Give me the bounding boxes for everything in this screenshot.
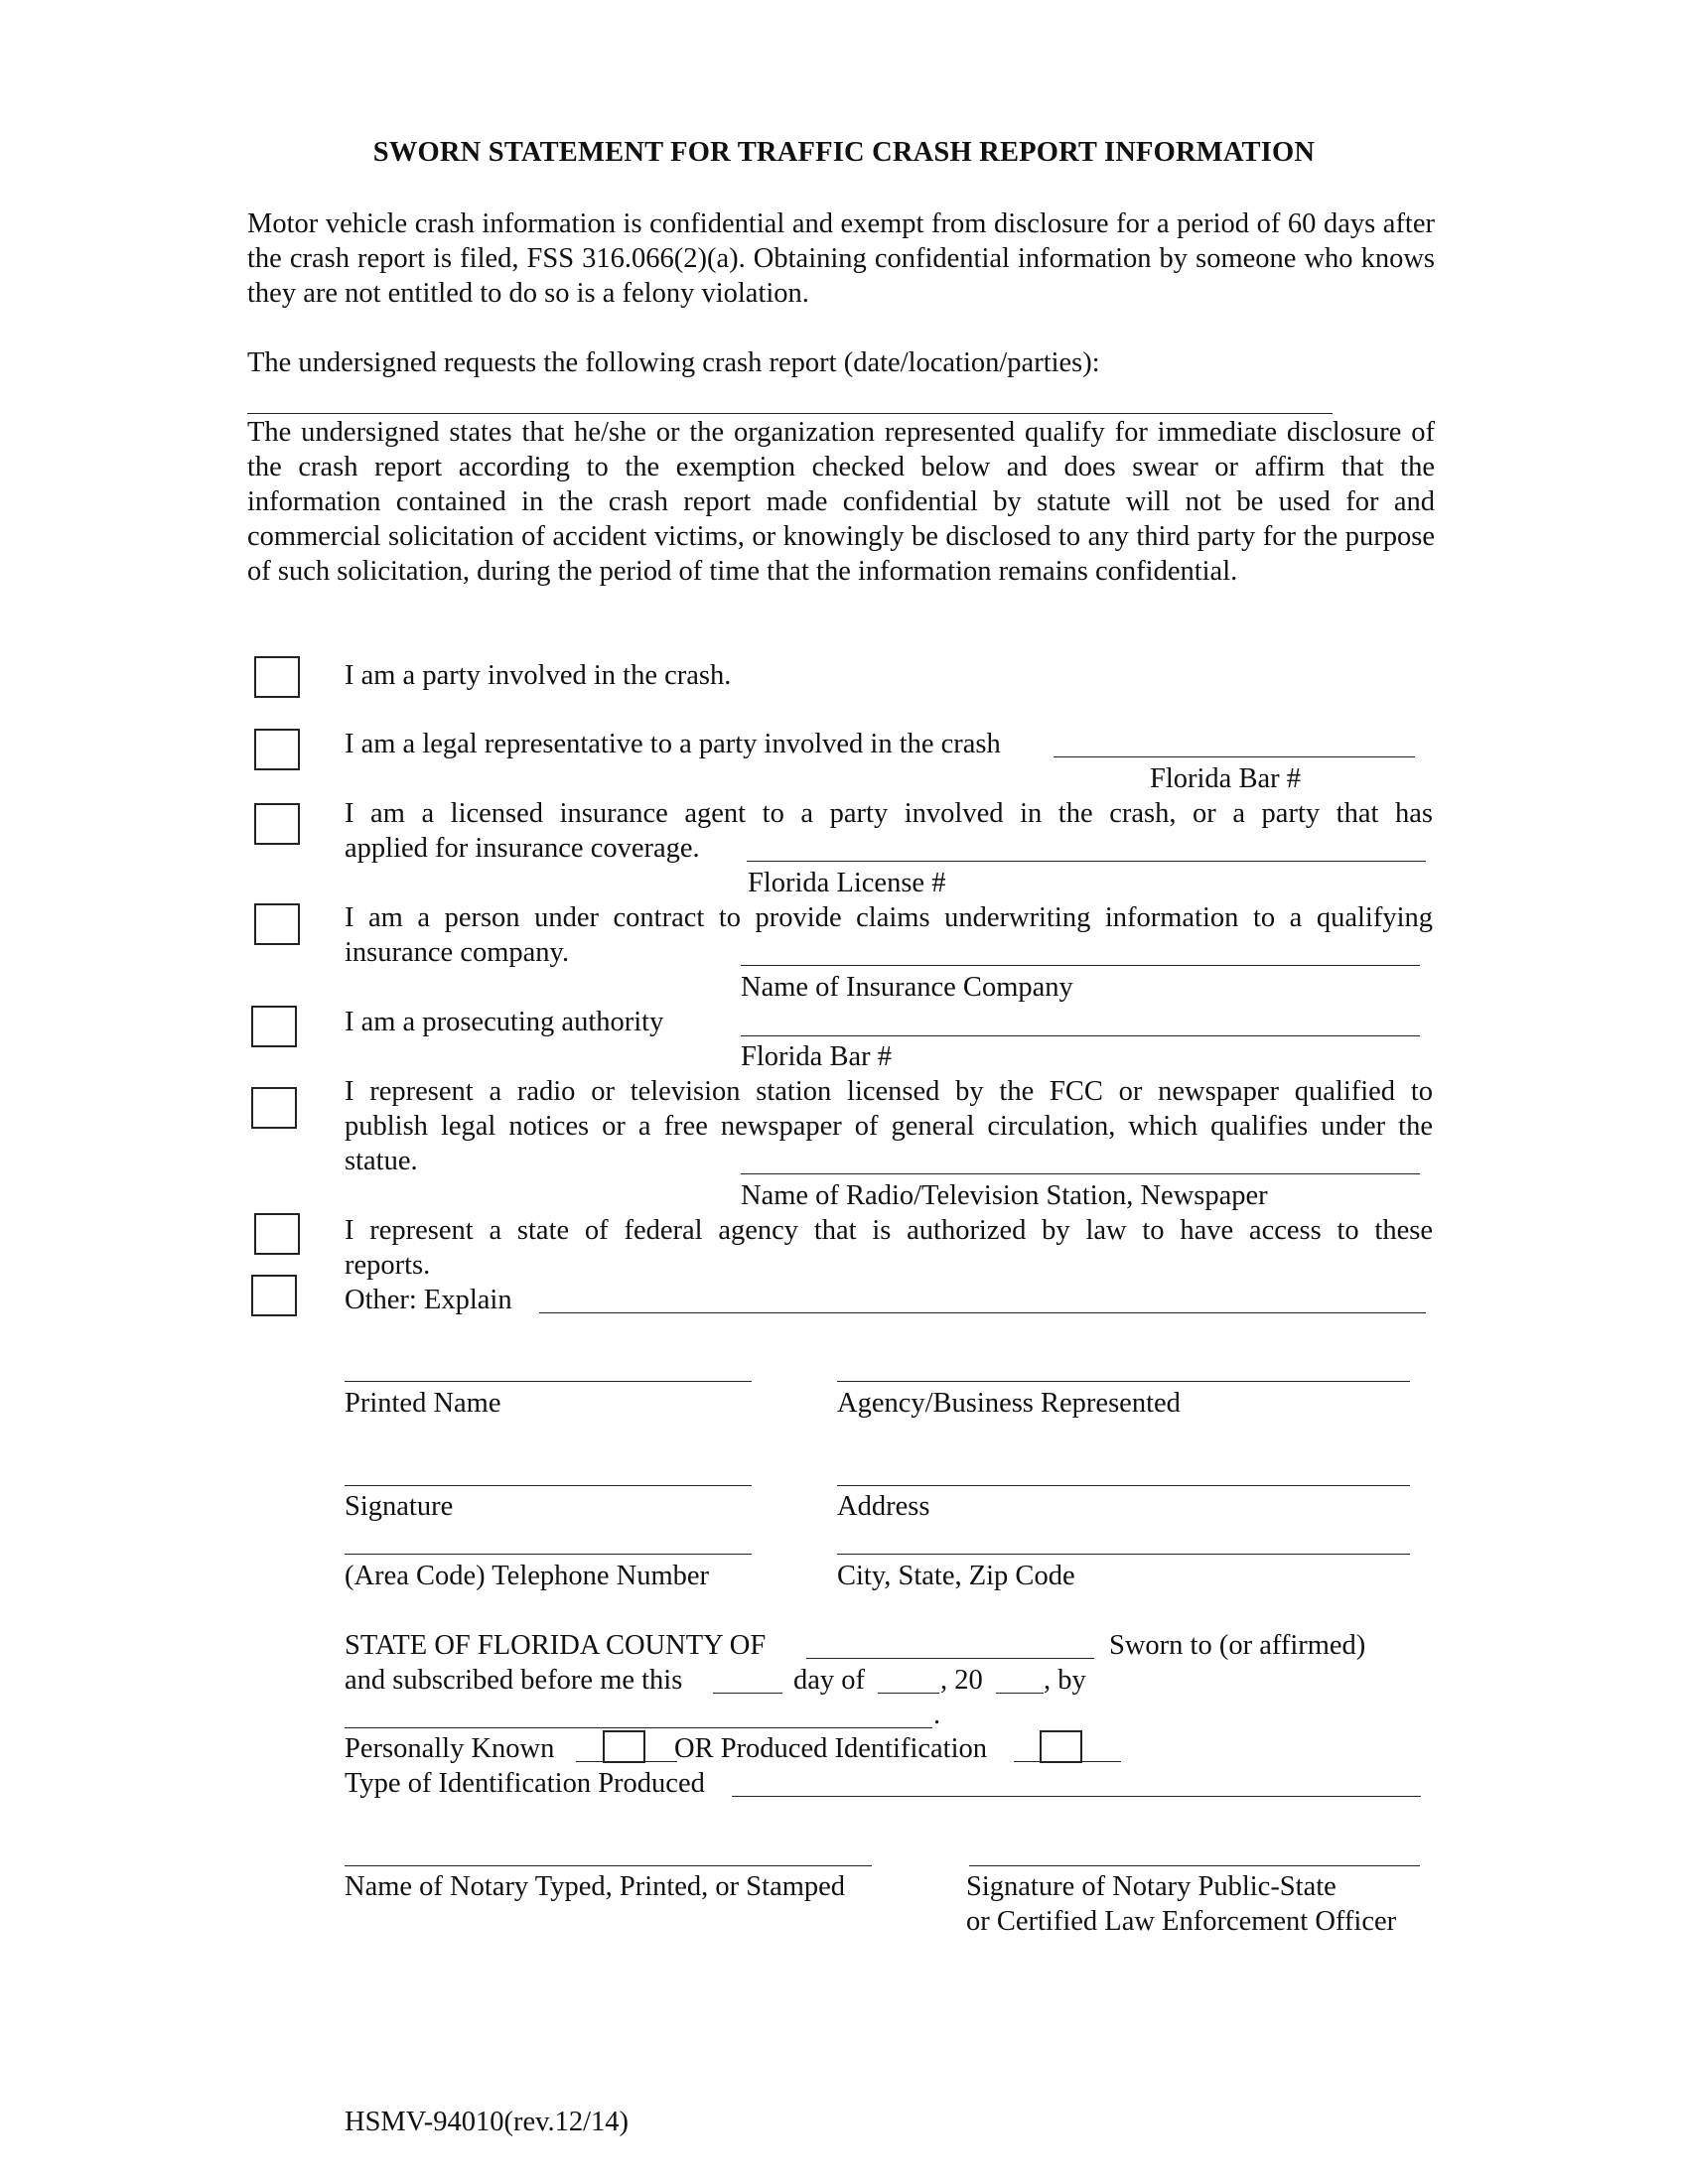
produced-id-checkbox[interactable] [1040, 1730, 1082, 1763]
option-agency-line2: reports. [345, 1250, 431, 1281]
county-label: STATE OF FLORIDA COUNTY OF [345, 1630, 767, 1661]
media-name-line[interactable] [741, 1173, 1420, 1174]
insurance-company-line[interactable] [741, 965, 1420, 966]
option-prosecuting-label: I am a prosecuting authority [345, 1007, 664, 1037]
option-legal-rep-label: I am a legal representative to a party involved in the crash [345, 729, 1001, 759]
or-produced-label: OR Produced Identification [674, 1733, 988, 1764]
option-agency-line1: I represent a state of federal agency that is authorized by law to have access to these [345, 1215, 1433, 1246]
year-line[interactable] [996, 1693, 1044, 1694]
signature-line[interactable] [345, 1485, 752, 1486]
agency-caption: Agency/Business Represented [837, 1388, 1181, 1419]
form-number: HSMV-94010(rev.12/14) [345, 2107, 630, 2137]
media-name-caption: Name of Radio/Television Station, Newspaper [741, 1180, 1268, 1211]
printed-name-caption: Printed Name [345, 1388, 501, 1419]
option-media-line1: I represent a radio or television station licensed by the FCC or newspaper qualified to [345, 1076, 1433, 1107]
request-line[interactable] [247, 413, 1333, 414]
address-line[interactable] [837, 1485, 1410, 1486]
insurance-company-caption: Name of Insurance Company [741, 972, 1073, 1003]
other-explain-line[interactable] [539, 1312, 1426, 1313]
prosecuting-checkbox[interactable] [251, 1006, 297, 1047]
statement-paragraph: The undersigned states that he/she or the organization represented qualify for immediate disclosure of the crash report according to the exemption checked below and does swear or affirm that the information contained in the crash report made confidential by statute will not be used for and commercial solicitation of accident victims, or knowingly be disclosed to any third party for the purpose of such solicitation, during the period of time that the information remains confidential. [247, 417, 1435, 587]
subscribed-text-4: , by [1044, 1665, 1086, 1696]
option-party-label: I am a party involved in the crash. [345, 660, 732, 691]
agency-line[interactable] [837, 1381, 1410, 1382]
subscribed-text-2: day of [793, 1665, 866, 1696]
option-insurance-agent-line2: applied for insurance coverage. [345, 833, 700, 864]
subscriber-period: . [933, 1700, 941, 1730]
day-line[interactable] [713, 1693, 782, 1694]
florida-license-caption: Florida License # [748, 868, 946, 898]
type-of-id-line[interactable] [732, 1796, 1421, 1797]
address-caption: Address [837, 1491, 930, 1522]
notary-signature-caption-2: or Certified Law Enforcement Officer [966, 1906, 1397, 1937]
form-title: SWORN STATEMENT FOR TRAFFIC CRASH REPORT INFORMATION [372, 137, 1316, 168]
option-media-line3: statue. [345, 1146, 418, 1176]
sworn-label: Sworn to (or affirmed) [1109, 1630, 1366, 1661]
legal-rep-checkbox[interactable] [254, 729, 300, 770]
insurance-license-line[interactable] [747, 861, 1426, 862]
type-of-id-label: Type of Identification Produced [345, 1768, 705, 1799]
personally-known-checkbox[interactable] [603, 1730, 645, 1763]
request-label: The undersigned requests the following crash report (date/location/parties): [247, 347, 1100, 378]
county-line[interactable] [806, 1658, 1094, 1659]
city-state-zip-caption: City, State, Zip Code [837, 1561, 1075, 1591]
notary-name-line[interactable] [345, 1865, 872, 1866]
media-checkbox[interactable] [251, 1087, 297, 1129]
subscriber-name-line[interactable] [345, 1727, 932, 1728]
personally-known-label: Personally Known [345, 1733, 555, 1764]
option-underwriting-line1: I am a person under contract to provide claims underwriting information to a qualifying [345, 902, 1433, 933]
florida-bar-caption: Florida Bar # [1150, 763, 1301, 794]
printed-name-line[interactable] [345, 1381, 752, 1382]
insurance-agent-checkbox[interactable] [254, 803, 300, 845]
telephone-line[interactable] [345, 1554, 752, 1555]
subscribed-text-1: and subscribed before me this [345, 1665, 683, 1696]
notary-signature-caption-1: Signature of Notary Public-State [966, 1871, 1336, 1902]
option-underwriting-line2: insurance company. [345, 937, 570, 968]
confidentiality-notice: Motor vehicle crash information is confidential and exempt from disclosure for a period of 60 days after the crash report is filed, FSS 316.066(2)(a). Obtaining confidential information by someone who knows they are not entitled to do so is a felony violation. [247, 208, 1435, 309]
prosecuting-bar-caption: Florida Bar # [741, 1041, 892, 1072]
option-media-line2: publish legal notices or a free newspaper of general circulation, which qualifies under the [345, 1111, 1433, 1142]
option-other-label: Other: Explain [345, 1285, 512, 1315]
signature-caption: Signature [345, 1491, 454, 1522]
legal-rep-bar-line[interactable] [1054, 756, 1415, 757]
underwriting-checkbox[interactable] [254, 903, 300, 945]
notary-signature-line[interactable] [969, 1865, 1420, 1866]
month-line[interactable] [878, 1693, 939, 1694]
party-checkbox[interactable] [254, 656, 300, 698]
other-checkbox[interactable] [251, 1275, 297, 1316]
telephone-caption: (Area Code) Telephone Number [345, 1561, 710, 1591]
agency-checkbox[interactable] [254, 1213, 300, 1255]
notary-name-caption: Name of Notary Typed, Printed, or Stamped [345, 1871, 846, 1902]
option-insurance-agent-line1: I am a licensed insurance agent to a party involved in the crash, or a party that has [345, 798, 1433, 829]
prosecuting-bar-line[interactable] [741, 1035, 1420, 1036]
city-state-zip-line[interactable] [837, 1554, 1410, 1555]
subscribed-text-3: , 20 [940, 1665, 983, 1696]
